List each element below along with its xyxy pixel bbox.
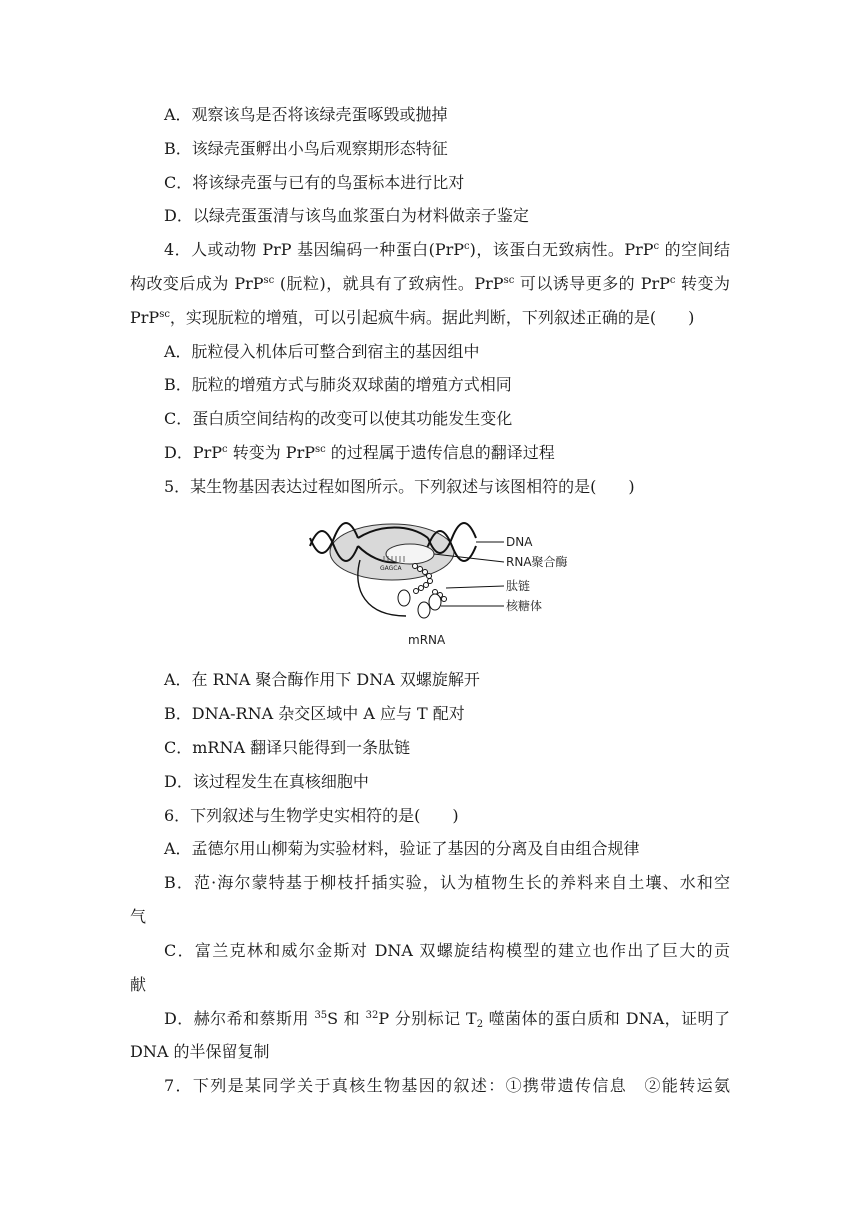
- q6-stem: 6．下列叙述与生物学史实相符的是( ): [164, 806, 459, 825]
- q4-stem-line2: 构改变后成为 PrP$^{sc}$ (朊粒)，就具有了致病性。PrP$^{sc}$ 可以诱导更多的 PrP$^c$ 转变为: [130, 274, 730, 293]
- ribosome-3: [429, 594, 441, 610]
- q3-option-b: B．该绿壳蛋孵出小鸟后观察期形态特征: [164, 139, 448, 158]
- sequence-label: GAGCA: [380, 565, 402, 572]
- rna-polymerase-shape: [386, 544, 434, 564]
- label-rna-polymerase: RNA聚合酶: [506, 555, 568, 569]
- q7-stem: 7．下列是某同学关于真核生物基因的叙述：①携带遗传信息 ②能转运氨: [164, 1076, 730, 1095]
- q5-option-a: A．在 RNA 聚合酶作用下 DNA 双螺旋解开: [164, 670, 480, 689]
- q6-option-a: A．孟德尔用山柳菊为实验材料，验证了基因的分离及自由组合规律: [164, 839, 640, 858]
- q6-option-d-line1: D．赫尔希和蔡斯用 $^{35}$S 和 $^{32}$P 分别标记 $T_2$ 噬菌体的蛋白质和 DNA，证明了: [164, 1009, 730, 1030]
- label-dna: DNA: [506, 535, 533, 549]
- q5-option-c: C．mRNA 翻译只能得到一条肽链: [164, 738, 411, 757]
- q5-option-d: D．该过程发生在真核细胞中: [164, 772, 369, 791]
- q3-option-d: D．以绿壳蛋蛋清与该鸟血浆蛋白为材料做亲子鉴定: [164, 206, 529, 225]
- q5-option-b: B．DNA-RNA 杂交区域中 A 应与 T 配对: [164, 704, 465, 723]
- q4-option-b: B．朊粒的增殖方式与肺炎双球菌的增殖方式相同: [164, 375, 512, 394]
- q6-option-c-line1: C．富兰克林和威尔金斯对 DNA 双螺旋结构模型的建立也作出了巨大的贡: [164, 941, 730, 960]
- q6-option-c-line2: 献: [130, 975, 147, 994]
- q3-option-c: C．将该绿壳蛋与已有的鸟蛋标本进行比对: [164, 173, 465, 192]
- q4-option-c: C．蛋白质空间结构的改变可以使其功能发生变化: [164, 409, 513, 428]
- gene-expression-diagram: [300, 520, 590, 650]
- q6-option-b-line2: 气: [130, 907, 147, 926]
- q4-option-d: D．PrP$^c$ 转变为 PrP$^{sc}$ 的过程属于遗传信息的翻译过程: [164, 443, 555, 462]
- ribosome-1: [398, 590, 410, 606]
- label-ribosome: 核糖体: [506, 599, 543, 613]
- q6-option-b-line1: B．范·海尔蒙特基于柳枝扦插实验，认为植物生长的养料来自土壤、水和空: [164, 873, 730, 892]
- ribosome-2: [418, 602, 430, 618]
- q4-stem-line1: 4．人或动物 PrP 基因编码一种蛋白(PrP$^c$)，该蛋白无致病性。PrP$^c$ 的空间结: [164, 240, 730, 259]
- q4-option-a: A．朊粒侵入机体后可整合到宿主的基因组中: [164, 342, 480, 361]
- q4-stem-line3: PrP$^{sc}$，实现朊粒的增殖，可以引起疯牛病。据此判断，下列叙述正确的是( ): [130, 308, 695, 327]
- q5-stem: 5．某生物基因表达过程如图所示。下列叙述与该图相符的是( ): [164, 477, 635, 496]
- label-peptide: 肽链: [506, 579, 531, 593]
- q3-option-a: A．观察该鸟是否将该绿壳蛋啄毁或抛掉: [164, 105, 448, 124]
- label-mrna: mRNA: [408, 633, 446, 647]
- q6-option-d-line2: DNA 的半保留复制: [130, 1042, 270, 1061]
